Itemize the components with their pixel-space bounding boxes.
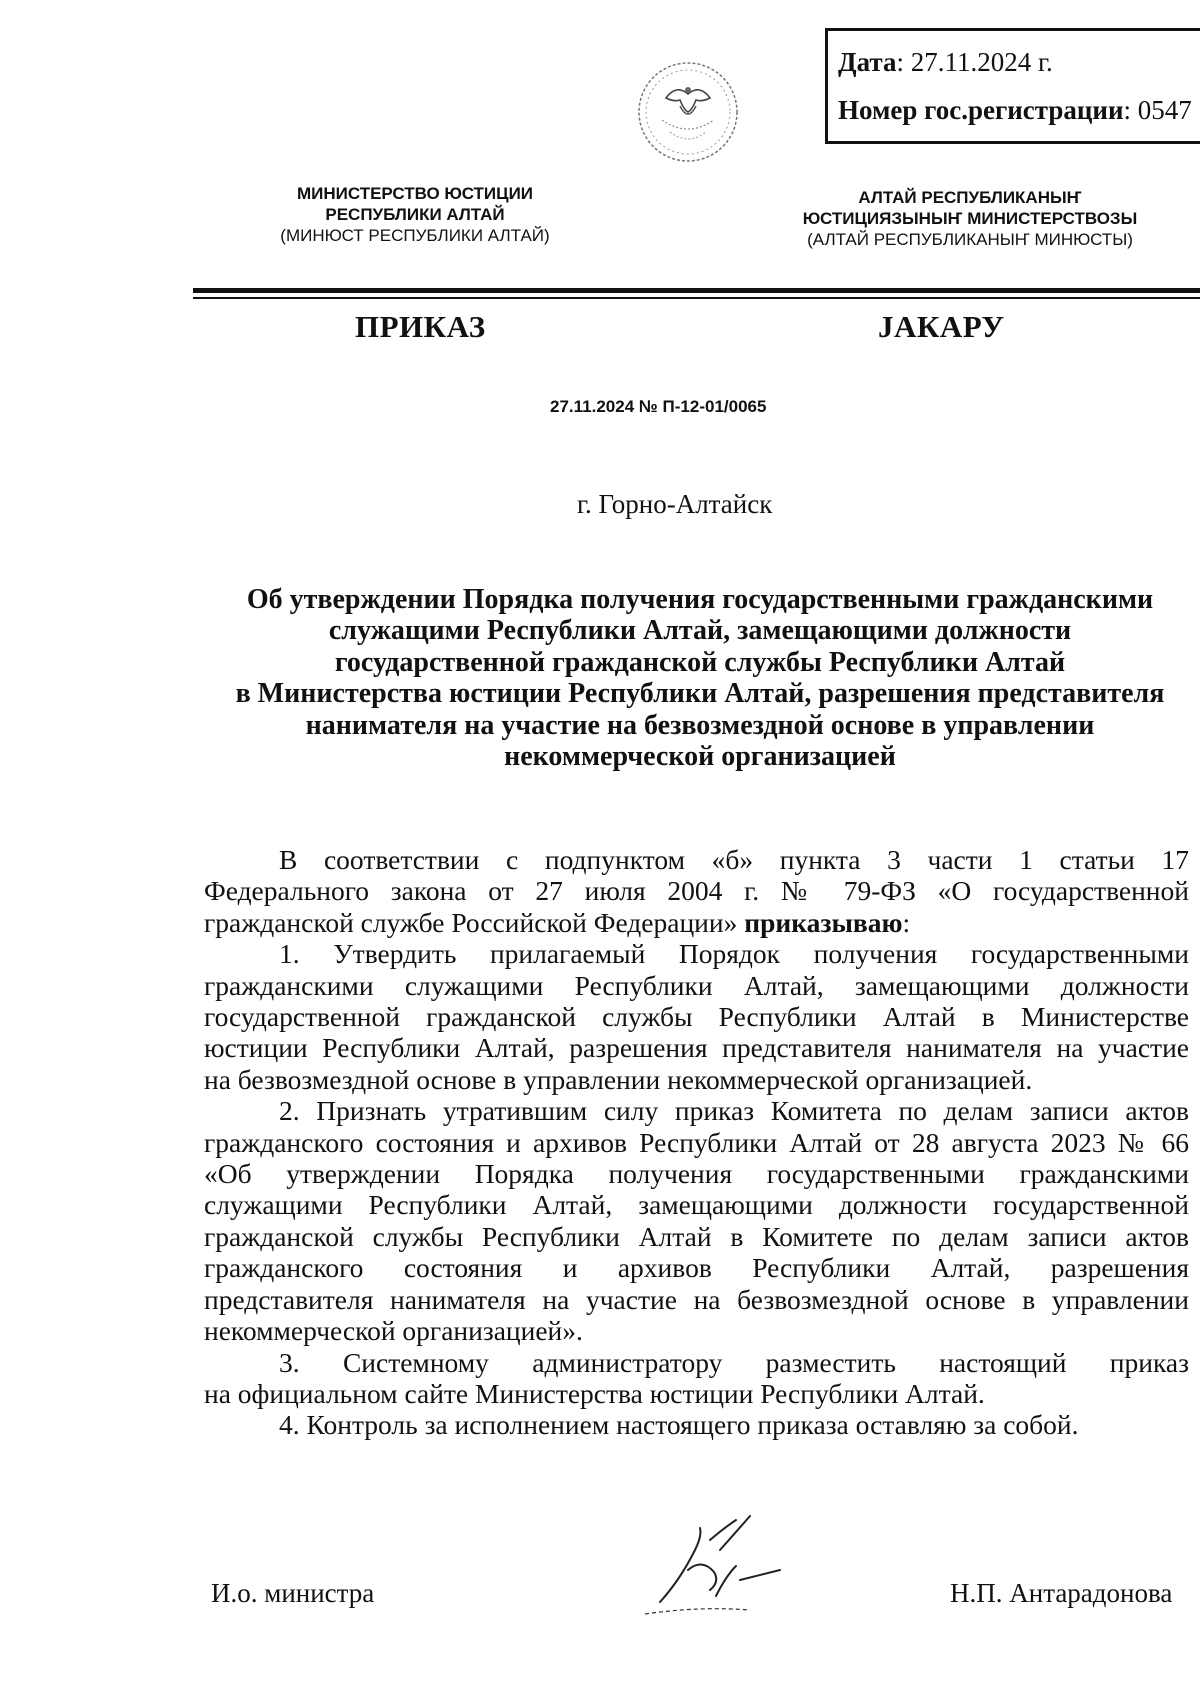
body-line: служащими Республики Алтай, замещающими должности государственной — [204, 1189, 1189, 1221]
body-text: : — [902, 906, 911, 938]
registration-date-value: : 27.11.2024 г. — [896, 47, 1053, 77]
ministry-right-line2: ЮСТИЦИЯЗЫНЫҤ МИНИСТЕРСТВОЗЫ — [802, 209, 1138, 228]
handwritten-signature — [640, 1510, 810, 1620]
subject-line: государственной гражданской службы Республики Алтай — [334, 646, 1066, 678]
body-line: «Об утверждении Порядка получения государственными гражданскими — [204, 1158, 1189, 1190]
document-subject — [200, 584, 1200, 772]
registration-number-label: Номер гос.регистрации — [838, 95, 1124, 125]
subject-line: нанимателя на участие на безвозмездной основе в управлении — [305, 709, 1095, 741]
header-rule-thin — [193, 297, 1200, 299]
body-line: гражданского состояния и архивов Республики Алтай от 28 августа 2023 № 66 — [204, 1126, 1189, 1158]
doc-type-russian: ПРИКАЗ — [355, 309, 486, 344]
body-line: В соответствии с подпунктом «б» пункта 3 части 1 статьи 17 — [279, 844, 1189, 875]
body-line: некоммерческой организацией». — [204, 1315, 583, 1347]
body-line: представителя нанимателя на участие на безвозмездной основе в управлении — [204, 1283, 1189, 1315]
body-line — [204, 907, 1189, 938]
registration-date — [838, 47, 1053, 78]
registration-date-label: Дата — [838, 47, 897, 77]
body-line: на безвозмездной основе в управлении некоммерческой организацией. — [204, 1063, 1033, 1095]
body-line: государственной гражданской службы Республики Алтай в Министерстве — [204, 1001, 1189, 1033]
body-line: 3. Системному администратору разместить настоящий приказ — [279, 1346, 1189, 1378]
ministry-header-altai — [770, 187, 1170, 250]
ministry-right-line3: (АЛТАЙ РЕСПУБЛИКАНЫҤ МИНЮСТЫ) — [807, 230, 1133, 249]
subject-line: служащими Республики Алтай, замещающими должности — [328, 615, 1072, 647]
document-body — [204, 844, 1189, 1441]
header-rule-thick — [193, 288, 1200, 293]
body-line: гражданского состояния и архивов Республики Алтай, разрешения — [204, 1252, 1189, 1284]
ministry-header-russian — [250, 183, 580, 246]
signatory-title: И.о. министра — [211, 1578, 375, 1608]
body-line: Федерального закона от 27 июля 2004 г. № 79-ФЗ «О государственной — [204, 875, 1189, 907]
body-line: 2. Признать утратившим силу приказ Комитета по делам записи актов — [279, 1095, 1189, 1127]
ministry-left-line1: МИНИСТЕРСТВО ЮСТИЦИИ — [296, 184, 534, 203]
ministry-right-line1: АЛТАЙ РЕСПУБЛИКАНЫҤ — [858, 188, 1082, 207]
subject-line: некоммерческой организацией — [504, 741, 896, 773]
signatory-name: Н.П. Антарадонова — [950, 1578, 1173, 1608]
body-line: 4. Контроль за исполнением настоящего приказа оставляю за собой. — [279, 1409, 1079, 1441]
body-line: гражданской службы Республики Алтай в Комитете по делам записи актов — [204, 1220, 1189, 1252]
city: г. Горно-Алтайск — [577, 489, 773, 519]
registration-number-value: : 0547 — [1123, 95, 1192, 125]
body-text: гражданской службе Российской Федерации» — [204, 906, 745, 938]
body-line: на официальном сайте Министерства юстиции Республики Алтай. — [204, 1377, 985, 1409]
registration-number — [838, 95, 1192, 126]
body-line: гражданскими служащими Республики Алтай, замещающими должности — [204, 969, 1189, 1001]
body-line: 1. Утвердить прилагаемый Порядок получения государственными — [279, 938, 1189, 970]
body-line: юстиции Республики Алтай, разрешения представителя нанимателя на участие — [204, 1032, 1189, 1064]
subject-line: Об утверждении Порядка получения государственными гражданскими — [246, 584, 1154, 615]
coat-of-arms-emblem — [636, 60, 740, 164]
subject-line: в Министерства юстиции Республики Алтай, разрешения представителя — [235, 678, 1165, 710]
body-order-word: приказываю — [744, 906, 903, 938]
ministry-left-line3: (МИНЮСТ РЕСПУБЛИКИ АЛТАЙ) — [280, 226, 550, 245]
doc-type-altai: ЈАКАРУ — [878, 309, 1005, 344]
registration-box — [825, 28, 1200, 144]
ministry-left-line2: РЕСПУБЛИКИ АЛТАЙ — [325, 205, 505, 224]
document-number: 27.11.2024 № П-12-01/0065 — [550, 397, 767, 416]
